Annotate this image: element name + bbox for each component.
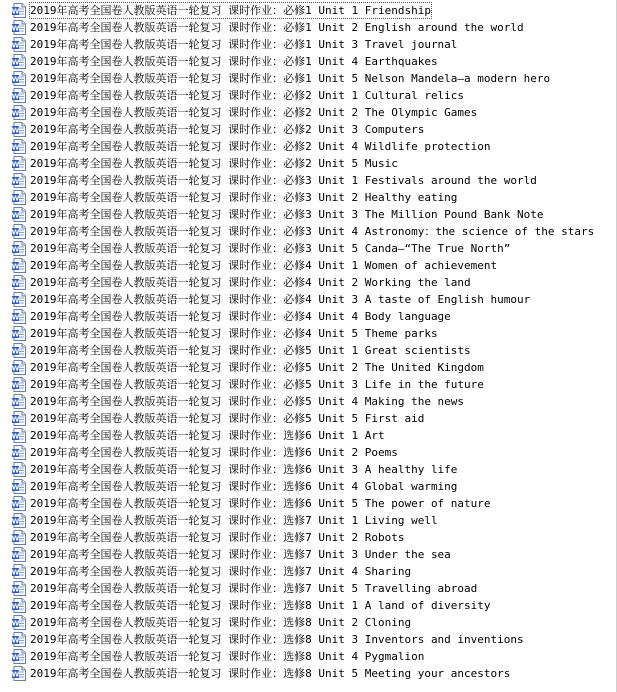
- file-item[interactable]: [12, 444, 399, 461]
- word-document-icon: [12, 581, 26, 596]
- svg-text:W: W: [12, 415, 20, 424]
- svg-text:W: W: [12, 670, 20, 679]
- word-document-icon: [12, 598, 26, 613]
- word-document-icon: [12, 190, 26, 205]
- file-item[interactable]: [12, 53, 439, 70]
- file-name: 2019年高考全国卷人教版英语一轮复习 课时作业：选修6 Unit 5 The power of nature: [30, 497, 491, 510]
- file-name: 2019年高考全国卷人教版英语一轮复习 课时作业：选修7 Unit 1 Living well: [30, 514, 438, 527]
- file-item[interactable]: [12, 87, 465, 104]
- svg-text:W: W: [12, 466, 20, 475]
- svg-text:W: W: [12, 58, 20, 67]
- file-item[interactable]: [12, 478, 458, 495]
- file-name: 2019年高考全国卷人教版英语一轮复习 课时作业：必修3 Unit 3 The Million Pound Bank Note: [30, 208, 544, 221]
- svg-text:W: W: [12, 364, 20, 373]
- file-name: 2019年高考全国卷人教版英语一轮复习 课时作业：必修2 Unit 5 Music: [30, 157, 398, 170]
- file-name: 2019年高考全国卷人教版英语一轮复习 课时作业：必修2 Unit 4 Wildlife protection: [30, 140, 491, 153]
- word-document-icon: [12, 360, 26, 375]
- svg-text:W: W: [12, 602, 20, 611]
- svg-text:W: W: [12, 228, 20, 237]
- svg-text:W: W: [12, 245, 20, 254]
- svg-text:W: W: [12, 568, 20, 577]
- file-name: 2019年高考全国卷人教版英语一轮复习 课时作业：必修4 Unit 5 Theme parks: [30, 327, 438, 340]
- svg-text:W: W: [12, 500, 20, 509]
- word-document-icon: [12, 649, 26, 664]
- file-item[interactable]: [12, 70, 551, 87]
- word-document-icon: [12, 411, 26, 426]
- file-item[interactable]: [12, 529, 405, 546]
- file-name: 2019年高考全国卷人教版英语一轮复习 课时作业：选修7 Unit 5 Travelling abroad: [30, 582, 478, 595]
- file-name: 2019年高考全国卷人教版英语一轮复习 课时作业：必修1 Unit 2 English around the world: [30, 21, 524, 34]
- svg-text:W: W: [12, 211, 20, 220]
- file-name: 2019年高考全国卷人教版英语一轮复习 课时作业：必修5 Unit 4 Making the news: [30, 395, 465, 408]
- word-document-icon: [12, 207, 26, 222]
- file-item[interactable]: [12, 189, 458, 206]
- file-item[interactable]: [12, 2, 432, 19]
- word-document-icon: [12, 20, 26, 35]
- word-document-icon: [12, 88, 26, 103]
- svg-text:W: W: [12, 126, 20, 135]
- file-item[interactable]: [12, 121, 425, 138]
- svg-text:W: W: [12, 296, 20, 305]
- word-document-icon: [12, 258, 26, 273]
- word-document-icon: [12, 377, 26, 392]
- word-document-icon: [12, 275, 26, 290]
- file-item[interactable]: [12, 325, 439, 342]
- file-name: 2019年高考全国卷人教版英语一轮复习 课时作业：选修8 Unit 2 Cloning: [30, 616, 412, 629]
- word-document-icon: [12, 224, 26, 239]
- file-name: 2019年高考全国卷人教版英语一轮复习 课时作业：必修2 Unit 3 Computers: [30, 123, 425, 136]
- svg-text:W: W: [12, 7, 20, 16]
- word-document-icon: [12, 54, 26, 69]
- file-item[interactable]: [12, 359, 485, 376]
- file-item[interactable]: [12, 274, 472, 291]
- file-name: 2019年高考全国卷人教版英语一轮复习 课时作业：选修8 Unit 5 Meeting your ancestors: [30, 667, 511, 680]
- svg-text:W: W: [12, 619, 20, 628]
- file-item[interactable]: [12, 393, 465, 410]
- svg-text:W: W: [12, 75, 20, 84]
- word-document-icon: [12, 615, 26, 630]
- file-name: 2019年高考全国卷人教版英语一轮复习 课时作业：选修6 Unit 1 Art: [30, 429, 385, 442]
- file-item[interactable]: [12, 410, 425, 427]
- word-document-icon: [12, 343, 26, 358]
- word-document-icon: [12, 156, 26, 171]
- file-item[interactable]: [12, 104, 478, 121]
- file-name: 2019年高考全国卷人教版英语一轮复习 课时作业：选修8 Unit 4 Pygmalion: [30, 650, 425, 663]
- word-document-icon: [12, 513, 26, 528]
- file-item[interactable]: [12, 461, 458, 478]
- word-document-icon: [12, 37, 26, 52]
- file-name: 2019年高考全国卷人教版英语一轮复习 课时作业：必修5 Unit 1 Great scientists: [30, 344, 471, 357]
- file-name: 2019年高考全国卷人教版英语一轮复习 课时作业：必修4 Unit 3 A taste of English humour: [30, 293, 531, 306]
- svg-text:W: W: [12, 483, 20, 492]
- svg-text:W: W: [12, 194, 20, 203]
- word-document-icon: [12, 122, 26, 137]
- svg-text:W: W: [12, 279, 20, 288]
- file-item[interactable]: [12, 580, 478, 597]
- svg-text:W: W: [12, 449, 20, 458]
- file-item[interactable]: [12, 495, 492, 512]
- svg-text:W: W: [12, 432, 20, 441]
- word-document-icon: [12, 428, 26, 443]
- svg-text:W: W: [12, 585, 20, 594]
- file-name: 2019年高考全国卷人教版英语一轮复习 课时作业：选修6 Unit 3 A healthy life: [30, 463, 458, 476]
- word-document-icon: [12, 462, 26, 477]
- word-document-icon: [12, 666, 26, 681]
- file-item[interactable]: [12, 342, 472, 359]
- word-document-icon: [12, 71, 26, 86]
- svg-text:W: W: [12, 262, 20, 271]
- word-document-icon: [12, 326, 26, 341]
- svg-text:W: W: [12, 347, 20, 356]
- file-item[interactable]: [12, 155, 399, 172]
- file-name: 2019年高考全国卷人教版英语一轮复习 课时作业：必修3 Unit 4 Astronomy：the science of the stars: [30, 225, 595, 238]
- file-name: 2019年高考全国卷人教版英语一轮复习 课时作业：必修4 Unit 4 Body language: [30, 310, 451, 323]
- svg-text:W: W: [12, 636, 20, 645]
- word-document-icon: [12, 632, 26, 647]
- file-item[interactable]: [12, 546, 452, 563]
- svg-text:W: W: [12, 398, 20, 407]
- word-document-icon: [12, 445, 26, 460]
- file-name: 2019年高考全国卷人教版英语一轮复习 课时作业：必修2 Unit 1 Cultural relics: [30, 89, 465, 102]
- file-item[interactable]: [12, 138, 492, 155]
- svg-text:W: W: [12, 143, 20, 152]
- word-document-icon: [12, 530, 26, 545]
- word-document-icon: [12, 292, 26, 307]
- file-name: 2019年高考全国卷人教版英语一轮复习 课时作业：选修8 Unit 3 Inventors and inventions: [30, 633, 524, 646]
- svg-text:W: W: [12, 24, 20, 33]
- file-name: 2019年高考全国卷人教版英语一轮复习 课时作业：必修1 Unit 3 Travel journal: [30, 38, 458, 51]
- word-document-icon: [12, 241, 26, 256]
- svg-text:W: W: [12, 381, 20, 390]
- svg-text:W: W: [12, 534, 20, 543]
- file-item[interactable]: [12, 308, 452, 325]
- file-name: 2019年高考全国卷人教版英语一轮复习 课时作业：必修1 Unit 5 Nelson Mandela—a modern hero: [30, 72, 551, 85]
- svg-text:W: W: [12, 551, 20, 560]
- svg-text:W: W: [12, 160, 20, 169]
- file-name: 2019年高考全国卷人教版英语一轮复习 课时作业：必修1 Unit 4 Earthquakes: [30, 55, 438, 68]
- file-item[interactable]: [12, 631, 525, 648]
- file-name: 2019年高考全国卷人教版英语一轮复习 课时作业：必修4 Unit 2 Working the land: [30, 276, 471, 289]
- word-document-icon: [12, 564, 26, 579]
- file-name: 2019年高考全国卷人教版英语一轮复习 课时作业：选修7 Unit 4 Sharing: [30, 565, 412, 578]
- file-name: 2019年高考全国卷人教版英语一轮复习 课时作业：必修4 Unit 1 Women of achievement: [30, 259, 498, 272]
- file-item[interactable]: [12, 427, 386, 444]
- svg-text:W: W: [12, 313, 20, 322]
- file-name: 2019年高考全国卷人教版英语一轮复习 课时作业：必修3 Unit 5 Canda—“The True North”: [30, 242, 511, 255]
- word-document-icon: [12, 3, 26, 18]
- word-document-icon: [12, 479, 26, 494]
- svg-text:W: W: [12, 517, 20, 526]
- svg-text:W: W: [12, 92, 20, 101]
- word-document-icon: [12, 139, 26, 154]
- file-name: 2019年高考全国卷人教版英语一轮复习 课时作业：必修5 Unit 5 First aid: [30, 412, 425, 425]
- file-item[interactable]: [12, 512, 439, 529]
- svg-text:W: W: [12, 109, 20, 118]
- word-document-icon: [12, 309, 26, 324]
- file-item[interactable]: [12, 240, 511, 257]
- svg-text:W: W: [12, 653, 20, 662]
- file-item[interactable]: [12, 223, 595, 240]
- file-item[interactable]: [12, 19, 525, 36]
- file-name: 2019年高考全国卷人教版英语一轮复习 课时作业：必修3 Unit 2 Healthy eating: [30, 191, 458, 204]
- file-name: 2019年高考全国卷人教版英语一轮复习 课时作业：必修1 Unit 1 Friendship: [30, 4, 431, 17]
- word-document-icon: [12, 105, 26, 120]
- file-name: 2019年高考全国卷人教版英语一轮复习 课时作业：必修5 Unit 3 Life in the future: [30, 378, 484, 391]
- file-name: 2019年高考全国卷人教版英语一轮复习 课时作业：必修2 Unit 2 The Olympic Games: [30, 106, 478, 119]
- file-item[interactable]: [12, 36, 458, 53]
- file-item[interactable]: [12, 665, 511, 682]
- file-name: 2019年高考全国卷人教版英语一轮复习 课时作业：选修6 Unit 4 Global warming: [30, 480, 458, 493]
- file-item[interactable]: [12, 172, 538, 189]
- file-item[interactable]: [12, 597, 492, 614]
- file-name: 2019年高考全国卷人教版英语一轮复习 课时作业：选修6 Unit 2 Poems: [30, 446, 398, 459]
- file-name: 2019年高考全国卷人教版英语一轮复习 课时作业：必修5 Unit 2 The United Kingdom: [30, 361, 484, 374]
- word-document-icon: [12, 496, 26, 511]
- file-name: 2019年高考全国卷人教版英语一轮复习 课时作业：选修8 Unit 1 A land of diversity: [30, 599, 491, 612]
- file-name: 2019年高考全国卷人教版英语一轮复习 课时作业：选修7 Unit 2 Robots: [30, 531, 405, 544]
- file-name: 2019年高考全国卷人教版英语一轮复习 课时作业：必修3 Unit 1 Festivals around the world: [30, 174, 537, 187]
- word-document-icon: [12, 394, 26, 409]
- svg-text:W: W: [12, 177, 20, 186]
- svg-text:W: W: [12, 330, 20, 339]
- file-item[interactable]: [12, 376, 485, 393]
- file-item[interactable]: [12, 563, 412, 580]
- file-item[interactable]: [12, 648, 425, 665]
- file-item[interactable]: [12, 206, 545, 223]
- file-item[interactable]: [12, 291, 531, 308]
- word-document-icon: [12, 547, 26, 562]
- file-name: 2019年高考全国卷人教版英语一轮复习 课时作业：选修7 Unit 3 Under the sea: [30, 548, 451, 561]
- word-document-icon: [12, 173, 26, 188]
- svg-text:W: W: [12, 41, 20, 50]
- file-item[interactable]: [12, 257, 498, 274]
- file-item[interactable]: [12, 614, 412, 631]
